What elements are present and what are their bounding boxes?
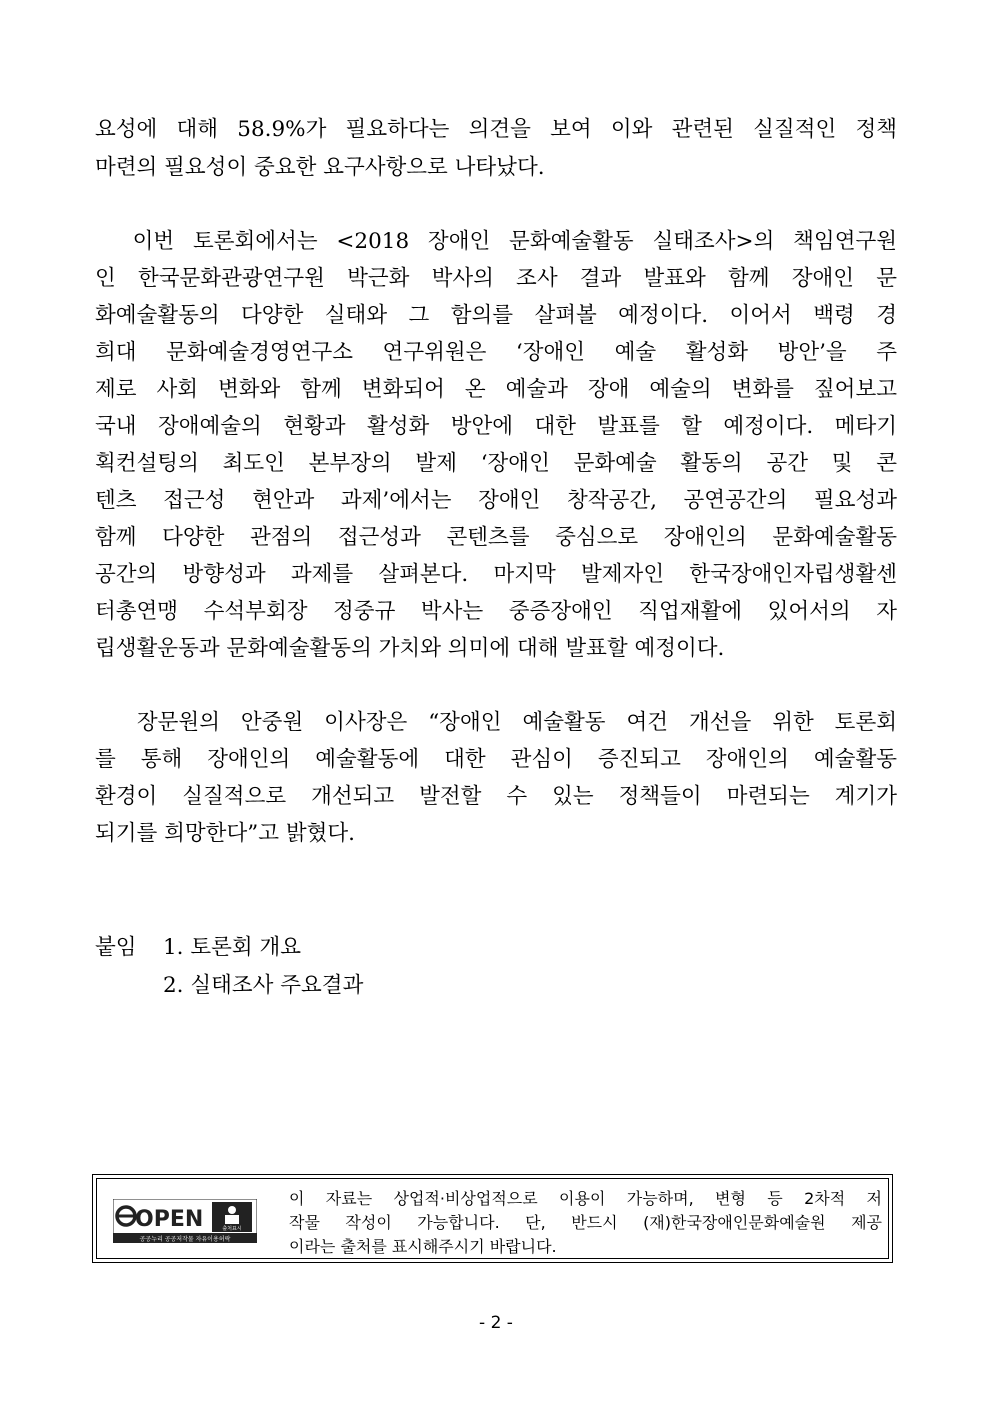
body-text-line: 환경이 실질적으로 개선되고 발전할 수 있는 정책들이 마련되는 계기가: [95, 784, 897, 809]
body-text-line: 요성에 대해 58.9%가 필요하다는 의견을 보여 이와 관련된 실질적인 정책: [95, 117, 897, 142]
body-text-line: 이번 토론회에서는 <2018 장애인 문화예술활동 실태조사>의 책임연구원: [95, 229, 897, 254]
body-text-line: 희대 문화예술경영연구소 연구위원은 ‘장애인 예술 활성화 방안’을 주: [95, 340, 897, 365]
body-text-line: 마련의 필요성이 중요한 요구사항으로 나타났다.: [95, 155, 545, 180]
body-text-line: 를 통해 장애인의 예술활동에 대한 관심이 증진되고 장애인의 예술활동: [95, 747, 897, 772]
body-text-line: 화예술활동의 다양한 실태와 그 함의를 살펴볼 예정이다. 이어서 백령 경: [95, 303, 897, 328]
license-text-line: 이라는 출처를 표시해주시기 바랍니다.: [289, 1237, 557, 1256]
license-box: [92, 1174, 893, 1263]
logo-badge-text: 출처표시: [222, 1226, 242, 1232]
body-text-line: 공간의 방향성과 과제를 살펴본다. 마지막 발제자인 한국장애인자립생활센: [95, 562, 897, 587]
license-text-line: 작물 작성이 가능합니다. 단, 반드시 (재)한국장애인문화예술원 제공: [289, 1213, 882, 1232]
body-text-line: 립생활운동과 문화예술활동의 가치와 의미에 대해 발표할 예정이다.: [95, 636, 725, 661]
logo-text: OPEN: [135, 1207, 204, 1232]
body-text-line: 국내 장애예술의 현황과 활성화 방안에 대한 발표를 할 예정이다. 메타기: [95, 414, 897, 439]
page-number: - 2 -: [479, 1313, 513, 1333]
license-text-line: 이 자료는 상업적·비상업적으로 이용이 가능하며, 변형 등 2차적 저: [289, 1189, 882, 1208]
attachments-label: 붙임: [95, 935, 137, 960]
body-text-line: 되기를 희망한다”고 밝혔다.: [95, 821, 355, 846]
body-text-line: 텐츠 접근성 현안과 과제’에서는 장애인 창작공간, 공연공간의 필요성과: [95, 488, 897, 513]
body-text-line: 제로 사회 변화와 함께 변화되어 온 예술과 장애 예술의 변화를 짚어보고: [95, 377, 897, 402]
open-license-logo: [113, 1199, 257, 1243]
body-text-line: 터총연맹 수석부회장 정중규 박사는 중증장애인 직업재활에 있어서의 자: [95, 599, 897, 624]
body-text-line: 인 한국문화관광연구원 박근화 박사의 조사 결과 발표와 함께 장애인 문: [95, 266, 897, 291]
attachment-item: 1. 토론회 개요: [163, 935, 302, 960]
body-text-line: 획컨설팅의 최도인 본부장의 발제 ‘장애인 문화예술 활동의 공간 및 콘: [95, 451, 897, 476]
attachment-item: 2. 실태조사 주요결과: [163, 973, 364, 998]
logo-caption: 공공누리 공공저작물 자유이용허락: [139, 1236, 231, 1243]
license-text: [289, 1187, 882, 1259]
body-text-line: 함께 다양한 관점의 접근성과 콘텐츠를 중심으로 장애인의 문화예술활동: [95, 525, 897, 550]
body-text-line: 장문원의 안중원 이사장은 “장애인 예술활동 여건 개선을 위한 토론회: [95, 710, 897, 735]
license-box-inner: [96, 1178, 889, 1259]
